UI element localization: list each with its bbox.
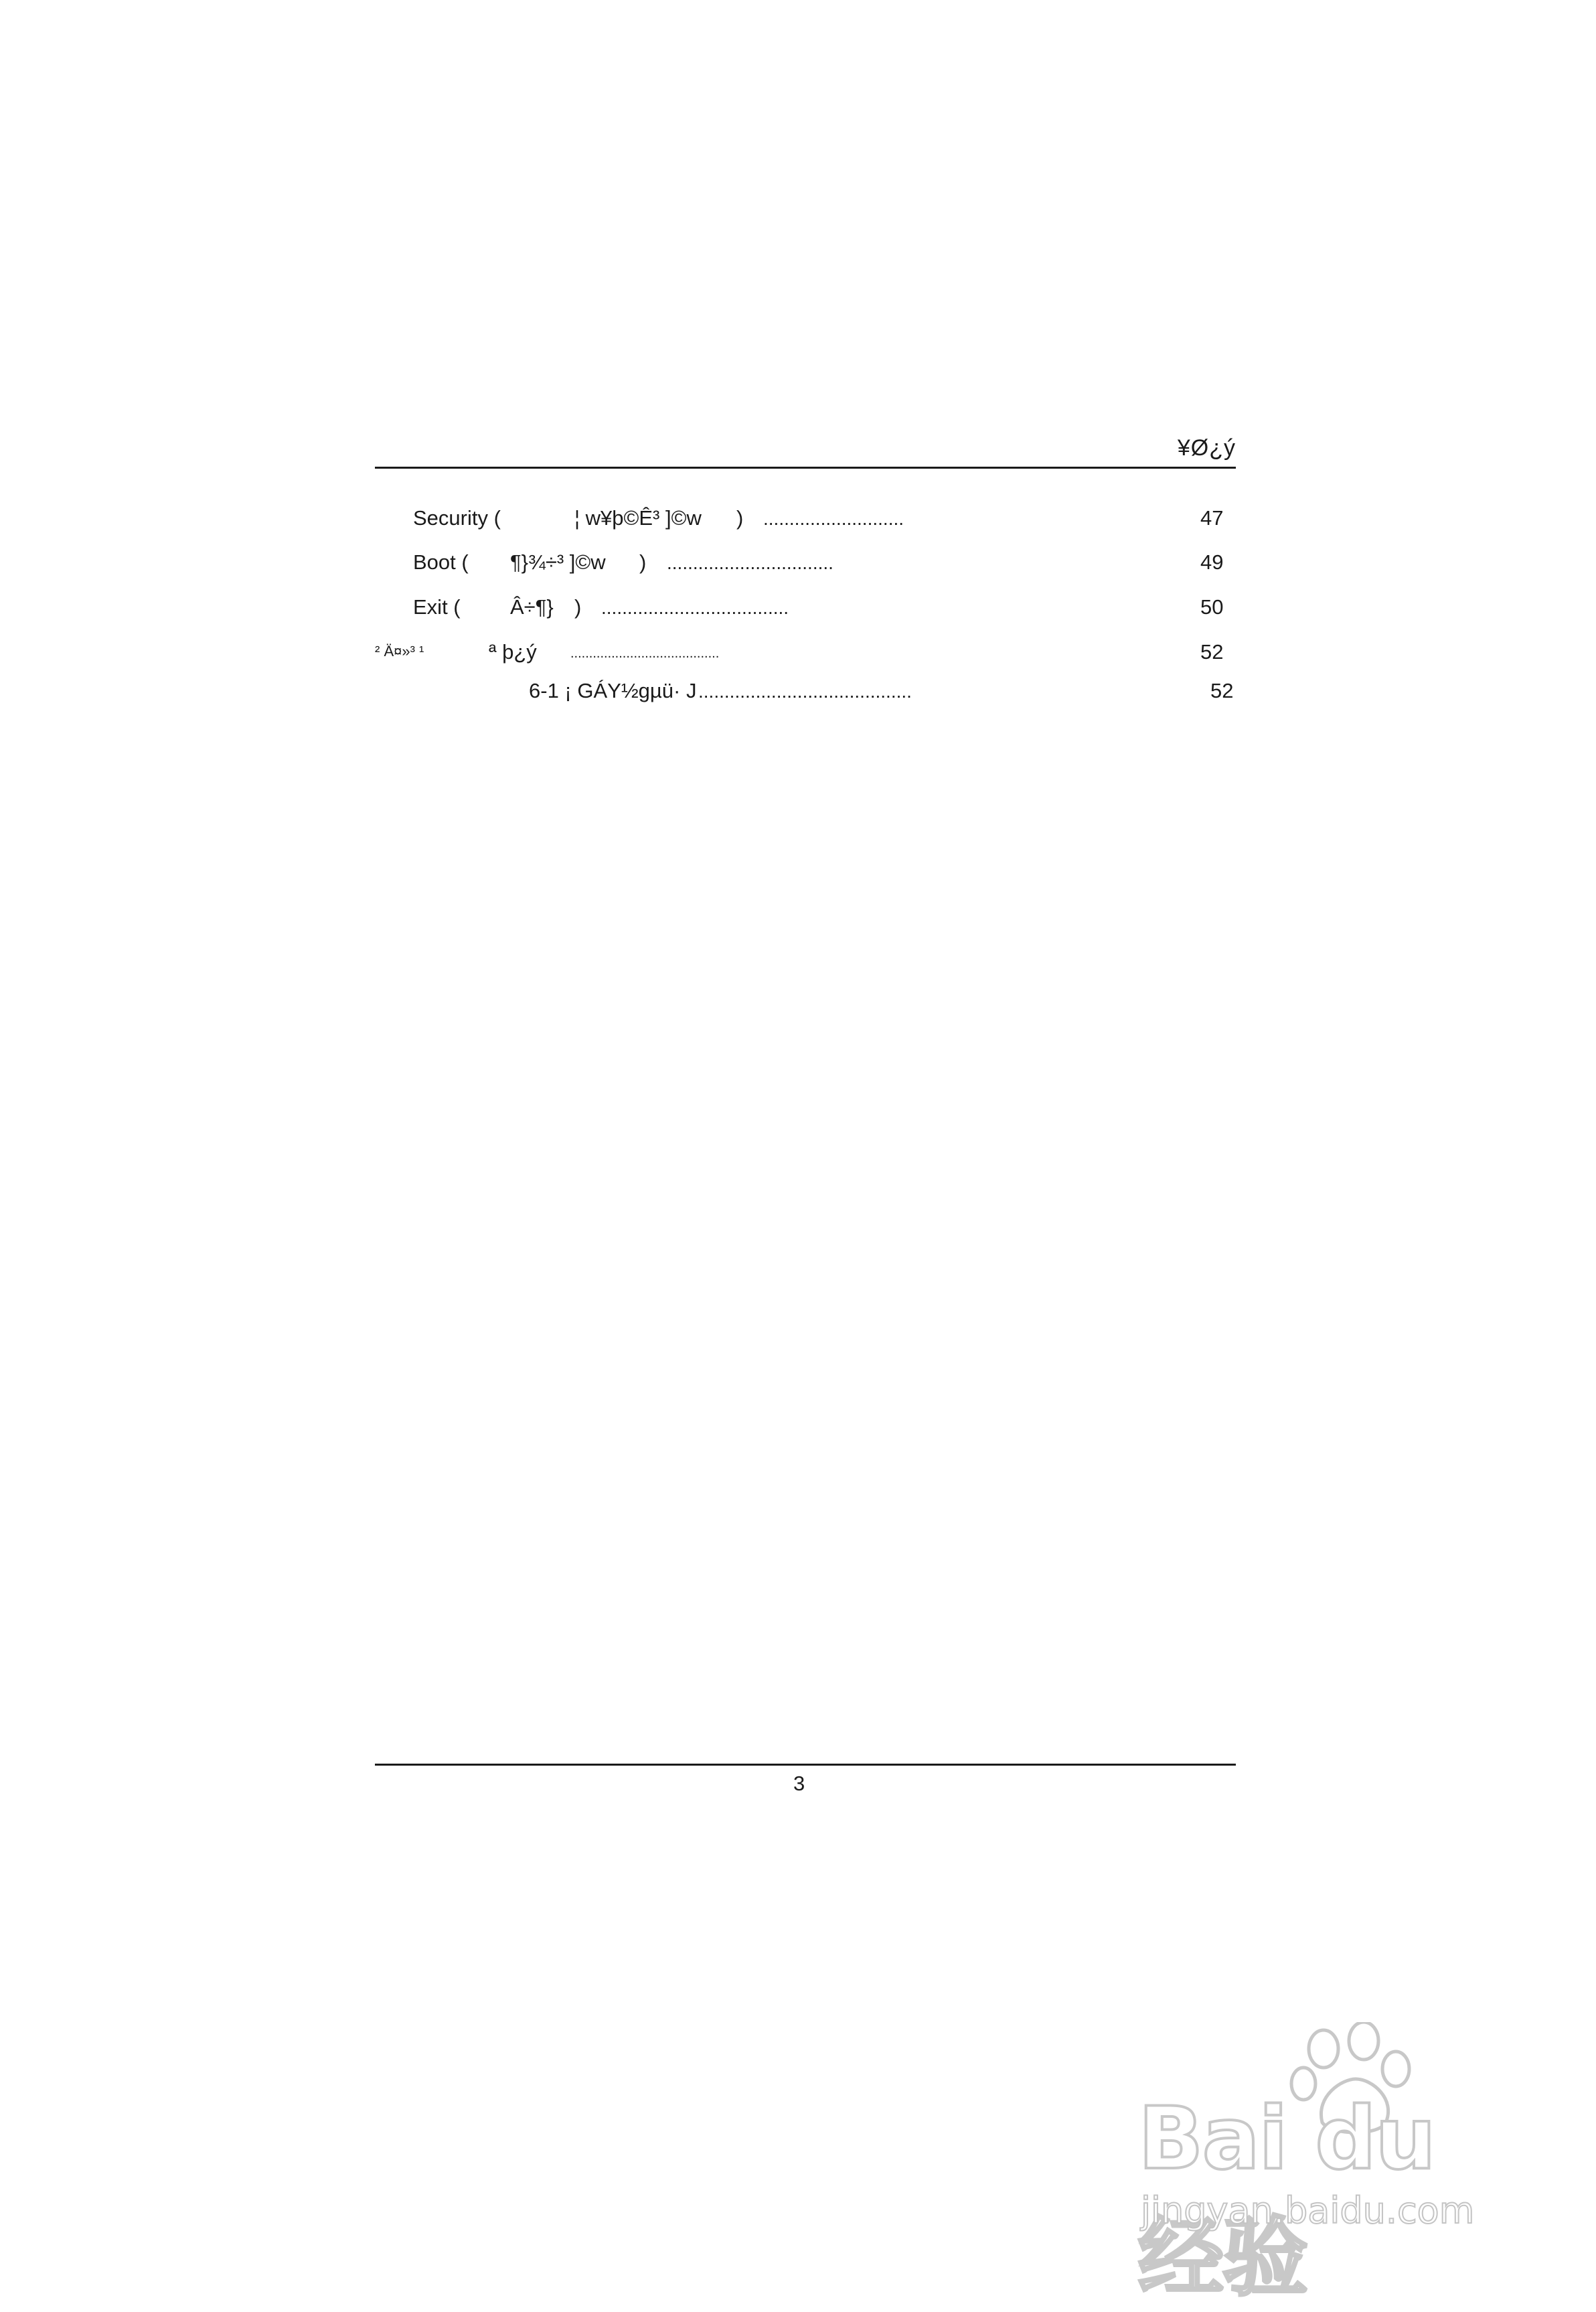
toc-chapter-title: ª þ¿ý [489, 640, 537, 664]
toc-label: Boot ( [413, 550, 469, 574]
toc-description: Â÷¶} [510, 595, 554, 619]
toc-close-paren: ) [639, 550, 647, 574]
toc-page-number: 52 [1200, 640, 1224, 664]
toc-page-number: 49 [1200, 550, 1224, 574]
page-header-title: ¥Ø¿ý [1177, 435, 1236, 461]
toc-close-paren: ) [574, 595, 582, 619]
toc-leader-dots: ........................... [763, 508, 904, 529]
toc-label: Exit ( [413, 595, 461, 619]
watermark-url-text: jingyan.baidu.com [1141, 2189, 1475, 2232]
toc-leader-dots: ......................................... [698, 681, 912, 702]
footer-divider [375, 1764, 1236, 1766]
toc-label: Security ( [413, 506, 501, 530]
toc-close-paren: ) [736, 506, 744, 530]
toc-leader-dots: ........................................ [570, 646, 720, 661]
toc-page-number: 47 [1200, 506, 1224, 530]
toc-page-number: 52 [1210, 679, 1234, 702]
header-divider [375, 467, 1236, 469]
page-number: 3 [793, 1772, 805, 1795]
toc-description: ¶}¾÷³ ]©w [510, 550, 606, 574]
toc-leader-dots: .................................... [601, 597, 789, 618]
toc-description: ¦ w¥þ©Ê³ ]©w [574, 506, 702, 530]
watermark-brand-text: Bai du 经验 [1138, 2089, 1435, 2308]
toc-chapter-prefix: ² Ä¤»³ ¹ [375, 643, 424, 660]
toc-label: 6-1 ¡ GÁY½gµü· J [529, 679, 697, 702]
baidu-jingyan-watermark [1138, 2022, 1540, 2308]
toc-leader-dots: ................................ [667, 552, 833, 573]
toc-page-number: 50 [1200, 595, 1224, 619]
